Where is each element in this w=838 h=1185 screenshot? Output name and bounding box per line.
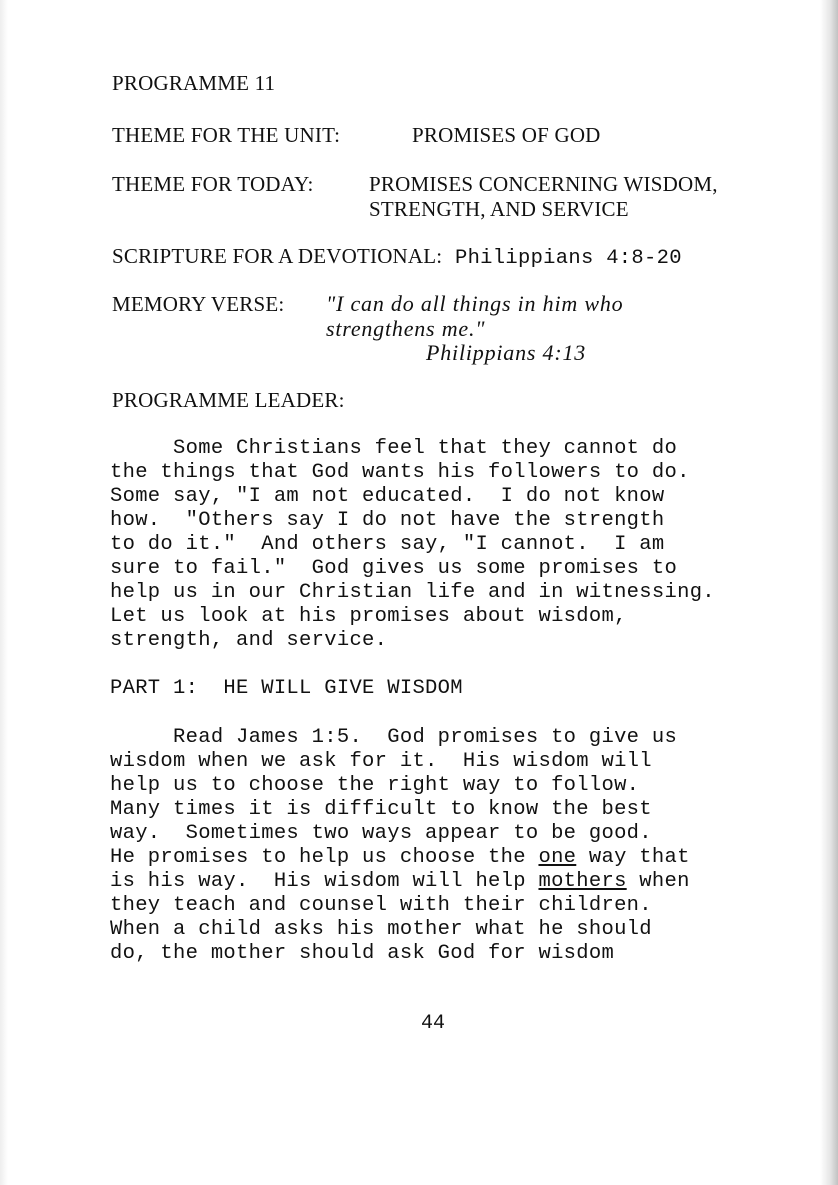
- leader-line: Some Christians feel that they cannot do: [110, 437, 678, 460]
- leader-line: help us in our Christian life and in witnessing.: [110, 581, 715, 604]
- page-number: 44: [421, 1012, 446, 1035]
- leader-line: how. "Others say I do not have the strength: [110, 509, 665, 532]
- programme-title: PROGRAMME 11: [112, 71, 276, 95]
- leader-line: the things that God wants his followers to do.: [110, 461, 690, 484]
- theme-unit-value: PROMISES OF GOD: [412, 123, 601, 147]
- scripture-label-text: SCRIPTURE FOR A DEVOTIONAL:: [112, 244, 443, 268]
- theme-today-label: THEME FOR TODAY:: [112, 172, 314, 196]
- underlined-word-mothers: mothers: [538, 870, 627, 893]
- part1-line: do, the mother should ask God for wisdom: [110, 942, 615, 965]
- leader-line: strength, and service.: [110, 629, 388, 652]
- part1-line-start: is his way. His wisdom will help: [110, 870, 539, 893]
- part1-line-with-emphasis: [110, 846, 690, 870]
- part1-line: Many times it is difficult to know the best: [110, 798, 652, 821]
- memory-verse-2: strengthens me.": [326, 316, 486, 341]
- part1-heading: PART 1: HE WILL GIVE WISDOM: [110, 677, 463, 700]
- scan-right-edge: [820, 0, 838, 1185]
- part1-line: help us to choose the right way to follow.: [110, 774, 640, 797]
- theme-unit-label: THEME FOR THE UNIT:: [112, 123, 341, 147]
- part1-line: When a child asks his mother what he should: [110, 918, 652, 941]
- leader-line: Let us look at his promises about wisdom,: [110, 605, 627, 628]
- part1-line: wisdom when we ask for it. His wisdom will: [110, 750, 652, 773]
- scan-left-edge: [0, 0, 8, 1185]
- part1-line: they teach and counsel with their children.: [110, 894, 652, 917]
- memory-verse-reference: Philippians 4:13: [426, 340, 587, 365]
- theme-today-value-1: PROMISES CONCERNING WISDOM,: [369, 172, 718, 196]
- scripture-value: Philippians 4:8-20: [454, 247, 682, 270]
- leader-line: sure to fail." God gives us some promises to: [110, 557, 678, 580]
- part1-line: way. Sometimes two ways appear to be good.: [110, 822, 652, 845]
- memory-verse-1: "I can do all things in him who: [326, 291, 624, 316]
- part1-line-end: way that: [576, 846, 690, 869]
- part1-line-start: He promises to help us choose the: [110, 846, 539, 869]
- part1-line-with-emphasis: [110, 870, 690, 894]
- underlined-word-one: one: [538, 846, 577, 869]
- theme-today-value-2: STRENGTH, AND SERVICE: [369, 197, 629, 221]
- scripture-label: [112, 244, 682, 271]
- leader-line: Some say, "I am not educated. I do not know: [110, 485, 665, 508]
- part1-line-end: when: [626, 870, 690, 893]
- memory-label: MEMORY VERSE:: [112, 292, 285, 316]
- leader-heading: PROGRAMME LEADER:: [112, 388, 345, 412]
- leader-line: to do it." And others say, "I cannot. I am: [110, 533, 665, 556]
- part1-line: Read James 1:5. God promises to give us: [110, 726, 678, 749]
